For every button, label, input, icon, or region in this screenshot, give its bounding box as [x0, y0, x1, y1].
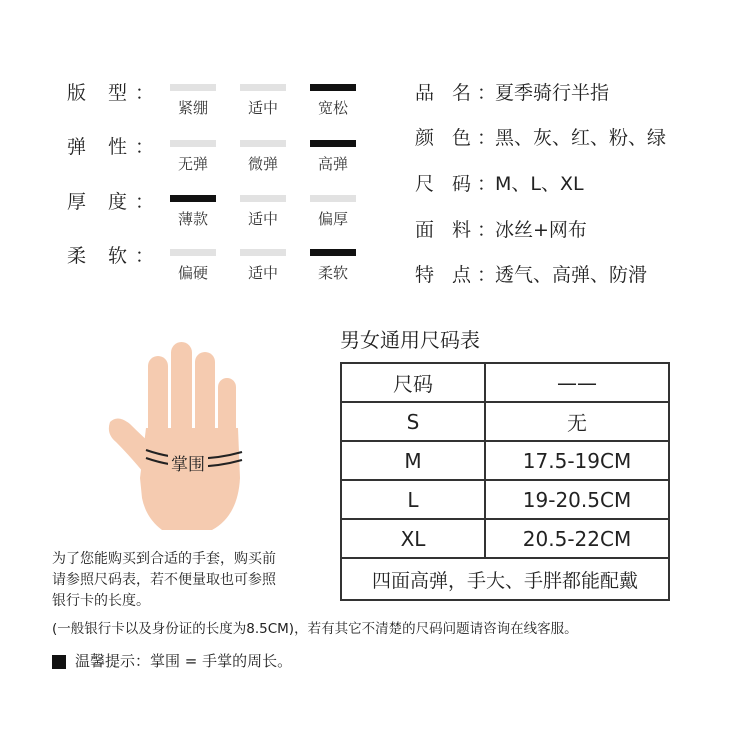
size-chart-footer: 四面高弹，手大、手胖都能配戴 — [341, 558, 669, 600]
card-length-note: (一般银行卡以及身份证的长度为8.5CM)，若有其它不清楚的尺码问题请咨询在线客服。 — [52, 621, 578, 637]
softness-bar-2 — [240, 249, 286, 256]
spec-material — [415, 215, 587, 242]
size-cell: S — [341, 402, 485, 441]
spec-key: 面 料： — [415, 219, 503, 241]
header-measure: —— — [485, 363, 669, 402]
size-cell: L — [341, 480, 485, 519]
size-cell: M — [341, 441, 485, 480]
elasticity-bar-3 — [310, 140, 356, 147]
advice-line-3: 银行卡的长度。 — [52, 593, 150, 609]
size-chart-table — [340, 362, 670, 601]
tip-text: 温馨提示：掌围 = 手掌的周长。 — [75, 652, 293, 670]
measure-cell: 19-20.5CM — [485, 480, 669, 519]
tip-square-icon — [52, 655, 66, 669]
fit-option-3: 宽松 — [317, 99, 348, 117]
thickness-option-3: 偏厚 — [317, 210, 348, 228]
header-size: 尺码 — [341, 363, 485, 402]
softness-option-3: 柔软 — [317, 264, 348, 282]
fit-bar-1 — [170, 84, 216, 91]
elasticity-option-2: 微弹 — [247, 155, 278, 173]
advice-line-1: 为了您能购买到合适的手套，购买前 — [52, 551, 276, 567]
fit-option-2: 适中 — [247, 99, 278, 117]
spec-colors — [415, 123, 666, 150]
spec-key: 尺 码： — [415, 173, 503, 195]
measure-cell: 20.5-22CM — [485, 519, 669, 558]
thickness-bar-2 — [240, 195, 286, 202]
spec-key: 特 点： — [415, 264, 503, 286]
spec-value: M、L、XL — [495, 173, 584, 195]
table-footer-row — [341, 558, 669, 600]
thickness-bar-3 — [310, 195, 356, 202]
thickness-bar-1 — [170, 195, 216, 202]
table-row — [341, 402, 669, 441]
attr-label-thickness: 厚 度： — [67, 191, 163, 213]
spec-value: 透气、高弹、防滑 — [495, 264, 648, 286]
spec-sizes — [415, 169, 584, 196]
softness-option-2: 适中 — [247, 264, 278, 282]
spec-value: 夏季骑行半指 — [495, 82, 610, 104]
elasticity-option-1: 无弹 — [177, 155, 208, 173]
hand-icon — [100, 338, 280, 533]
elasticity-bar-1 — [170, 140, 216, 147]
thickness-option-1: 薄款 — [177, 210, 208, 228]
sizing-advice — [52, 549, 276, 612]
table-row — [341, 441, 669, 480]
spec-key: 颜 色： — [415, 127, 503, 149]
spec-value: 冰丝+网布 — [495, 219, 587, 241]
advice-line-2: 请参照尺码表，若不便量取也可参照 — [52, 572, 276, 588]
softness-bar-1 — [170, 249, 216, 256]
elasticity-bar-2 — [240, 140, 286, 147]
elasticity-option-3: 高弹 — [317, 155, 348, 173]
spec-features — [415, 260, 647, 287]
attr-label-fit: 版 型： — [67, 82, 163, 104]
table-row — [341, 519, 669, 558]
softness-option-1: 偏硬 — [177, 264, 208, 282]
size-chart-title: 男女通用尺码表 — [340, 328, 480, 352]
thickness-option-2: 适中 — [247, 210, 278, 228]
softness-bar-3 — [310, 249, 356, 256]
spec-name — [415, 78, 609, 105]
measure-cell: 无 — [485, 402, 669, 441]
spec-key: 品 名： — [415, 82, 503, 104]
attr-label-elasticity: 弹 性： — [67, 136, 163, 158]
table-row — [341, 480, 669, 519]
fit-option-1: 紧绷 — [177, 99, 208, 117]
fit-bar-2 — [240, 84, 286, 91]
spec-value: 黑、灰、红、粉、绿 — [495, 127, 667, 149]
palm-circumference-label: 掌围 — [168, 450, 208, 475]
hand-illustration — [100, 338, 280, 533]
table-header-row — [341, 363, 669, 402]
attr-label-softness: 柔 软： — [67, 245, 163, 267]
measure-cell: 17.5-19CM — [485, 441, 669, 480]
size-cell: XL — [341, 519, 485, 558]
fit-bar-3 — [310, 84, 356, 91]
